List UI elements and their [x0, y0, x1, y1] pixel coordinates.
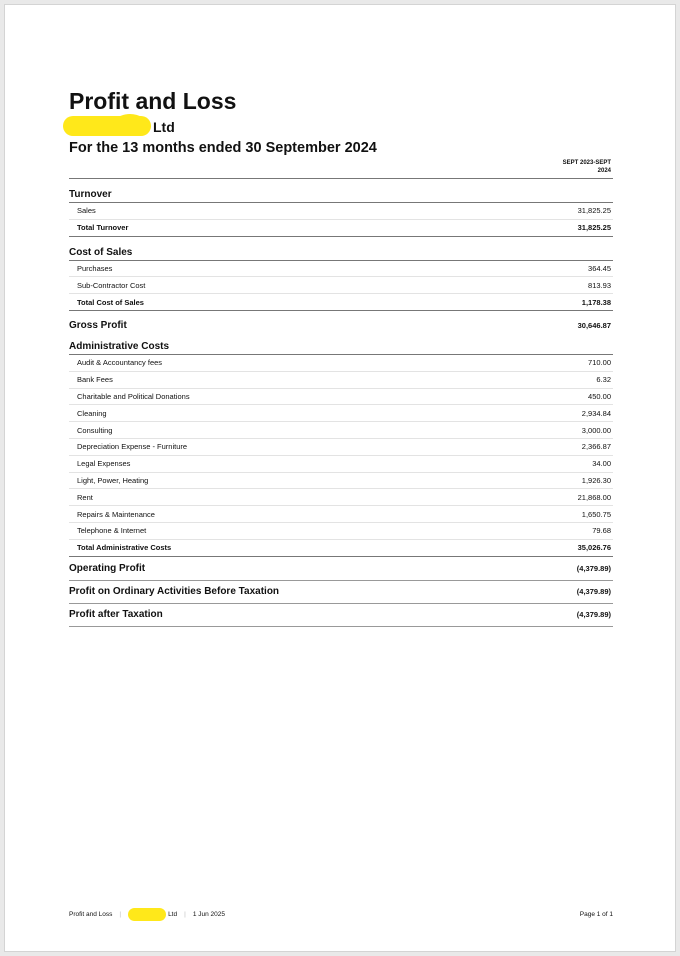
report-page [4, 4, 676, 952]
row-amount: 31,825.25 [577, 206, 611, 216]
row-amount: 450.00 [588, 391, 611, 401]
summary-amount: (4,379.89) [576, 564, 611, 574]
table-row [69, 473, 613, 490]
row-label: Rent [77, 492, 93, 502]
page-footer [69, 908, 613, 921]
table-row [69, 203, 613, 220]
company-name [69, 119, 613, 141]
row-amount: 79.68 [592, 526, 611, 536]
row-label: Bank Fees [77, 375, 113, 385]
row-amount: 364.45 [588, 263, 611, 273]
row-label: Depreciation Expense - Furniture [77, 442, 188, 452]
total-label: Total Turnover [77, 223, 129, 233]
footer-date: 1 Jun 2025 [192, 911, 225, 918]
row-label: Charitable and Political Donations [77, 391, 190, 401]
row-label: Sub-Contractor Cost [77, 280, 146, 290]
row-amount: 2,366.87 [581, 442, 611, 452]
company-suffix: Ltd [153, 119, 175, 135]
row-amount: 21,868.00 [577, 492, 611, 502]
table-row [69, 389, 613, 406]
table-row [69, 506, 613, 523]
table-row [69, 277, 613, 294]
table-row [69, 405, 613, 422]
footer-divider: | [119, 911, 122, 918]
row-amount: 2,934.84 [581, 408, 611, 418]
gross-profit-row [69, 315, 613, 337]
report-title: Profit and Loss [69, 88, 237, 114]
section-title-turnover: Turnover [69, 189, 613, 203]
summary-label: Gross Profit [69, 320, 127, 332]
total-label: Total Cost of Sales [77, 297, 144, 307]
row-label: Audit & Accountancy fees [77, 358, 163, 368]
table-row [69, 355, 613, 372]
row-label: Cleaning [77, 408, 107, 418]
total-row-admin-costs [69, 540, 613, 557]
footer-doc-name: Profit and Loss [69, 911, 113, 918]
row-amount: 6.32 [596, 375, 611, 385]
section-title-cost-of-sales: Cost of Sales [69, 247, 613, 261]
table-row [69, 422, 613, 439]
total-label: Total Administrative Costs [77, 543, 172, 553]
summary-amount: 30,646.87 [577, 321, 611, 331]
row-label: Sales [77, 206, 96, 216]
redaction-mark [63, 116, 151, 136]
row-label: Consulting [77, 425, 113, 435]
footer-page-number: Page 1 of 1 [579, 911, 613, 918]
summary-amount: (4,379.89) [576, 587, 611, 597]
row-label: Legal Expenses [77, 459, 131, 469]
table-row [69, 489, 613, 506]
table-row [69, 439, 613, 456]
footer-divider: | [184, 911, 186, 918]
profit-after-tax-row [69, 604, 613, 627]
row-amount: 34.00 [592, 459, 611, 469]
report-content [69, 87, 613, 627]
column-header-text: SEPT 2023-SEPT 2024 [562, 160, 611, 174]
row-label: Telephone & Internet [77, 526, 147, 536]
total-row-turnover [69, 220, 613, 237]
row-label: Light, Power, Heating [77, 475, 149, 485]
table-row [69, 372, 613, 389]
summary-label: Profit on Ordinary Activities Before Taxation [69, 586, 280, 598]
row-amount: 3,000.00 [581, 425, 611, 435]
summary-label: Operating Profit [69, 563, 146, 575]
profit-before-tax-row [69, 581, 613, 604]
footer-company-suffix: Ltd [168, 911, 178, 918]
redaction-mark [128, 908, 166, 921]
total-amount: 1,178.38 [581, 297, 611, 307]
row-label: Purchases [77, 263, 113, 273]
column-header [69, 159, 613, 177]
table-row [69, 261, 613, 278]
total-row-cost-of-sales [69, 294, 613, 311]
operating-profit-row [69, 558, 613, 581]
row-amount: 710.00 [588, 358, 611, 368]
table-row [69, 456, 613, 473]
section-title-admin-costs: Administrative Costs [69, 341, 613, 355]
row-label: Repairs & Maintenance [77, 509, 155, 519]
row-amount: 1,926.30 [581, 475, 611, 485]
total-amount: 31,825.25 [577, 223, 611, 233]
footer-left [69, 908, 225, 921]
total-amount: 35,026.76 [577, 543, 611, 553]
table-row [69, 523, 613, 540]
report-period: For the 13 months ended 30 September 2024 [69, 140, 377, 156]
summary-amount: (4,379.89) [576, 610, 611, 620]
row-amount: 813.93 [588, 280, 611, 290]
header-rule [69, 178, 613, 179]
summary-label: Profit after Taxation [69, 609, 163, 621]
row-amount: 1,650.75 [581, 509, 611, 519]
